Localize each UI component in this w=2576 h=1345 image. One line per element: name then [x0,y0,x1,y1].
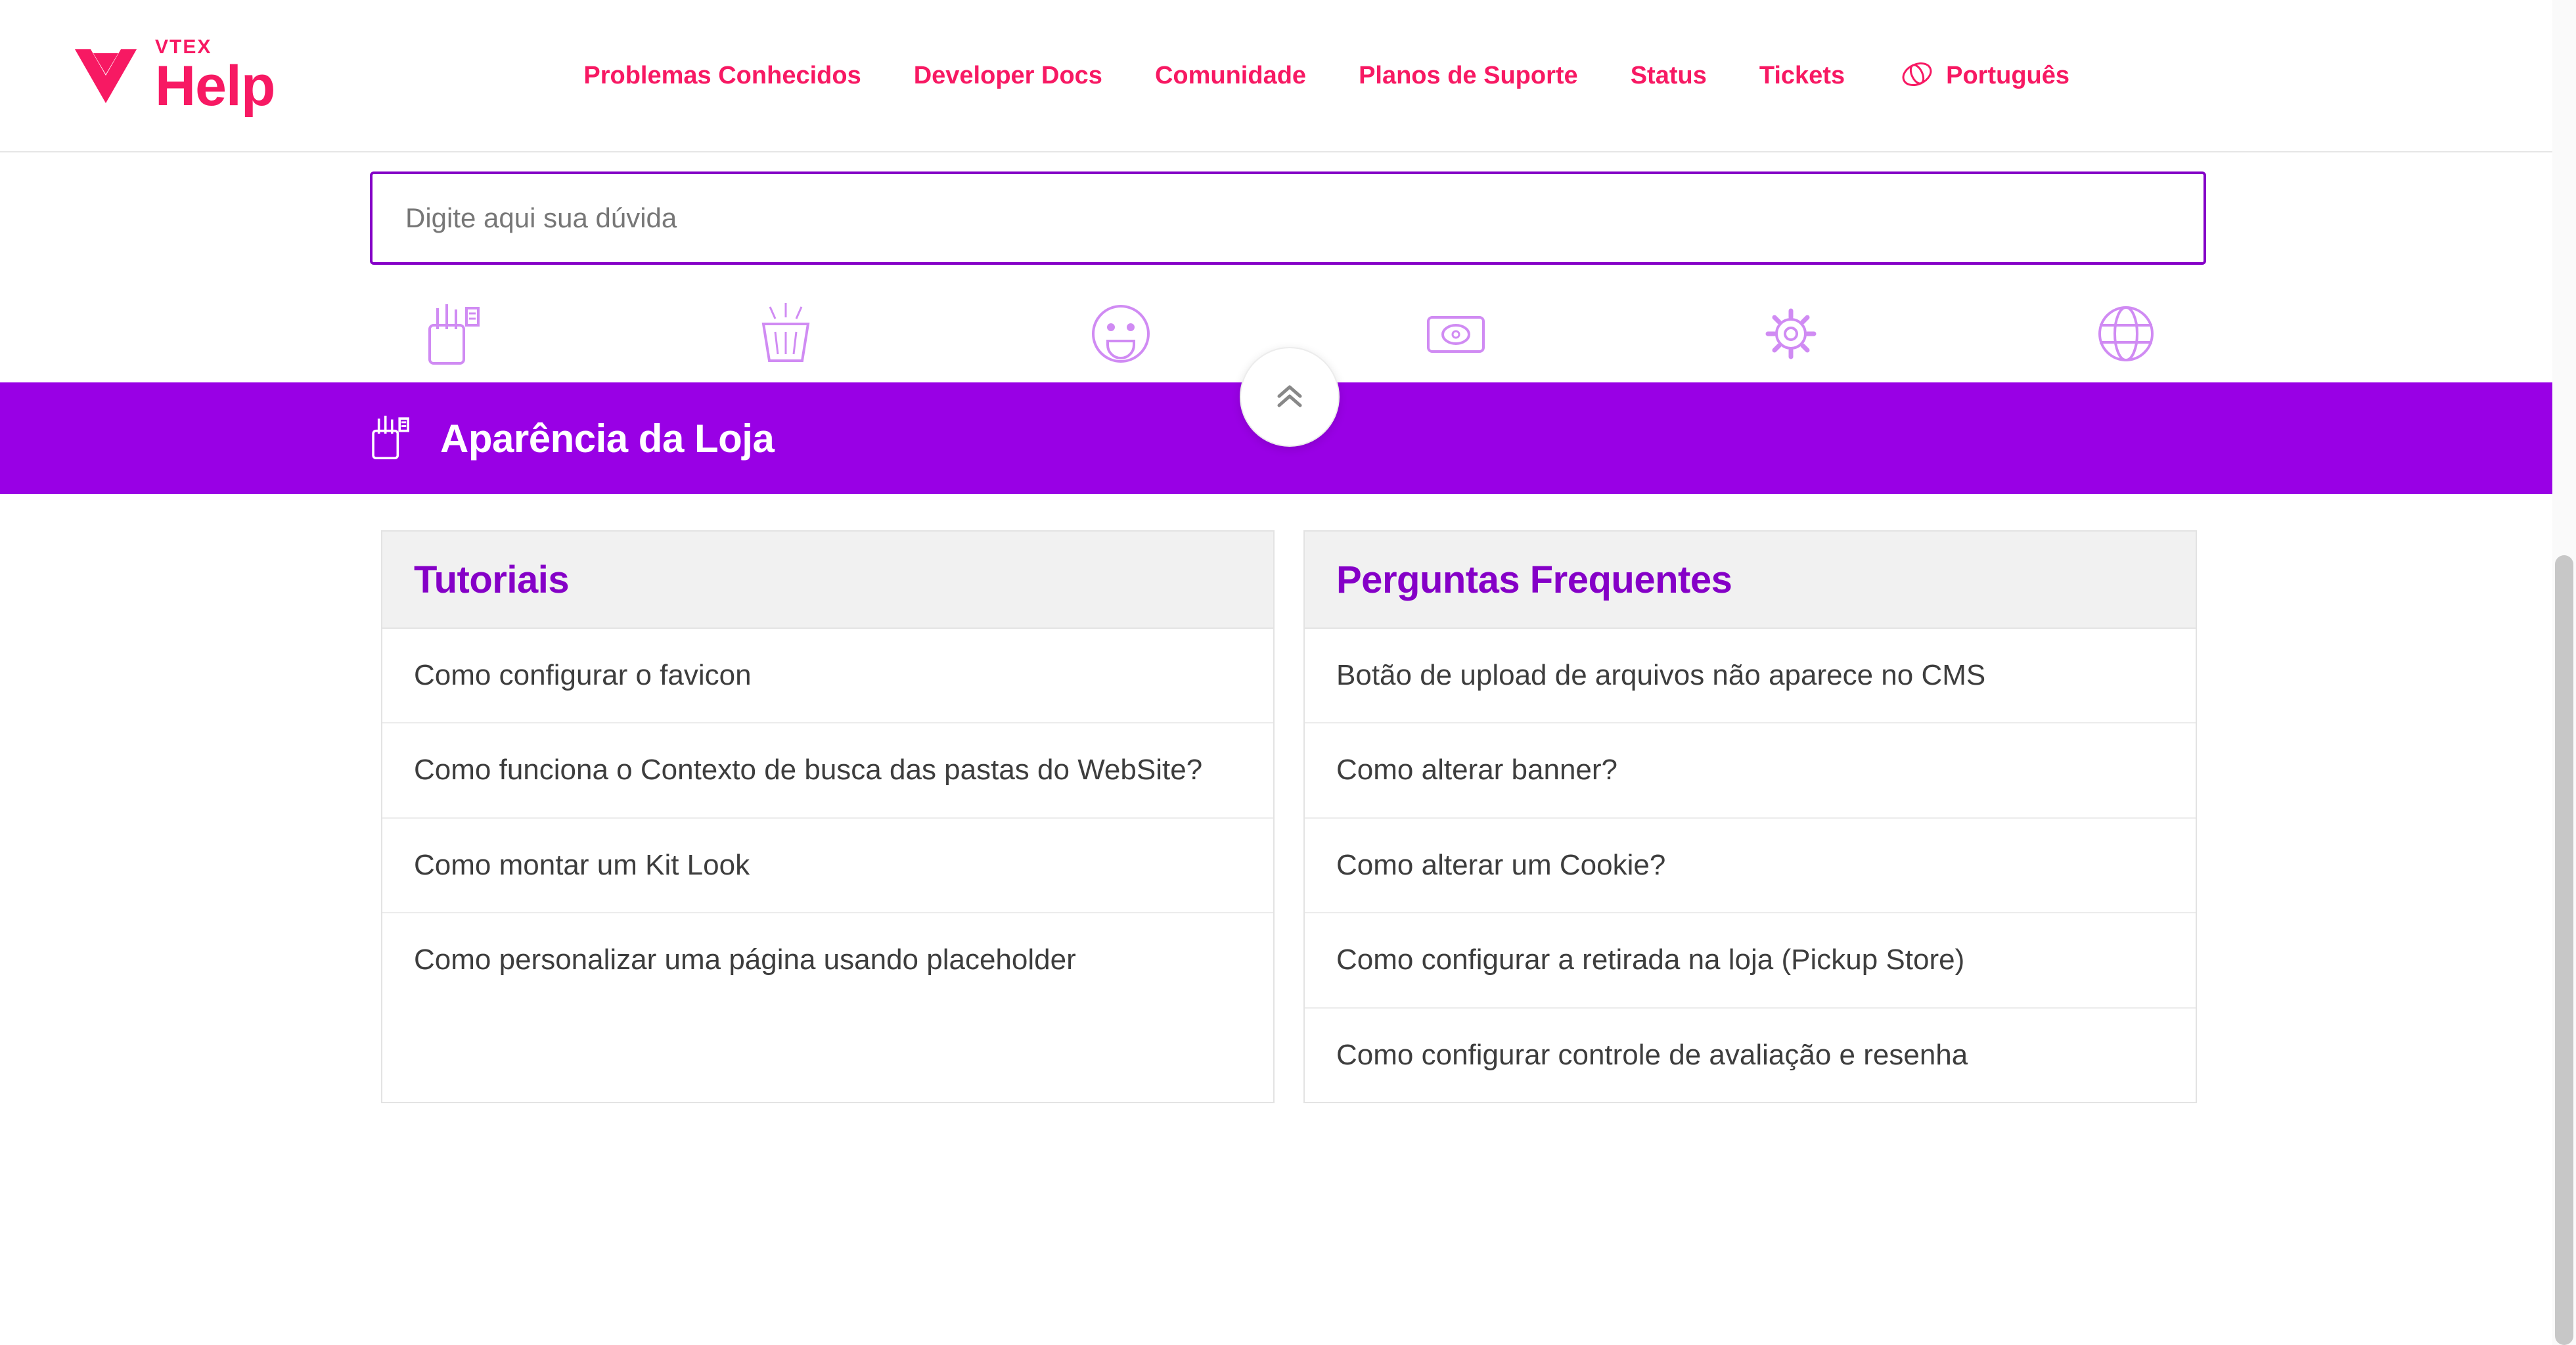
store-appearance-icon [360,409,417,468]
globe-grid-icon[interactable] [2083,294,2169,373]
site-header [0,0,2576,152]
banner-title: Aparência da Loja [440,416,775,461]
search-area [0,152,2576,284]
nav-tickets[interactable]: Tickets [1759,61,1845,89]
search-box[interactable] [370,171,2206,265]
nav-developer-docs[interactable]: Developer Docs [913,61,1102,89]
search-input[interactable] [404,202,2172,235]
logo[interactable] [71,36,275,118]
globe-icon [1900,57,1934,95]
logo-brand: VTEX [155,36,212,58]
list-item[interactable]: Como montar um Kit Look [382,819,1273,913]
chevron-double-up-icon [1269,375,1310,419]
shopping-cart-icon[interactable] [743,294,828,373]
list-item[interactable]: Como configurar controle de avaliação e resenha [1336,1038,1968,1071]
main-navigation [583,62,1845,90]
tutoriais-card [381,530,1275,1103]
smiley-face-icon[interactable] [1078,294,1164,373]
nav-problemas-conhecidos[interactable]: Problemas Conhecidos [583,61,861,89]
card-title: Tutoriais [414,558,570,601]
perguntas-frequentes-card [1303,530,2197,1103]
list-item[interactable]: Como configurar a retirada na loja (Pickup Store) [1305,913,2196,1008]
nav-status[interactable]: Status [1630,61,1707,89]
list-item[interactable]: Como alterar banner? [1305,723,2196,818]
list-item[interactable]: Como configurar o favicon [382,629,1273,723]
category-icon-strip [0,284,2576,382]
page-scrollbar-thumb[interactable] [2555,555,2573,1345]
page-scrollbar-track[interactable] [2552,0,2576,1345]
list-item[interactable]: Como funciona o Contexto de busca das pastas do WebSite? [382,723,1273,818]
list-item[interactable]: Botão de upload de arquivos não aparece no CMS [1305,629,2196,723]
list-item[interactable]: Como personalizar uma página usando placeholder [414,944,1076,976]
logo-text [155,36,275,118]
vtex-logo-icon [71,44,141,107]
store-appearance-icon[interactable] [408,294,493,373]
card-title: Perguntas Frequentes [1336,558,1732,601]
money-icon[interactable] [1413,294,1499,373]
card-header [1305,532,2196,629]
nav-planos-de-suporte[interactable]: Planos de Suporte [1359,61,1578,89]
list-item[interactable]: Como alterar um Cookie? [1305,819,2196,913]
language-label: Português [1946,61,2070,89]
content-area [0,494,2576,1103]
nav-comunidade[interactable]: Comunidade [1154,61,1307,89]
card-header [382,532,1273,629]
language-selector[interactable] [1900,57,2069,95]
collapse-categories-button[interactable] [1240,347,1340,447]
gear-icon[interactable] [1748,294,1834,373]
logo-product: Help [155,55,275,118]
